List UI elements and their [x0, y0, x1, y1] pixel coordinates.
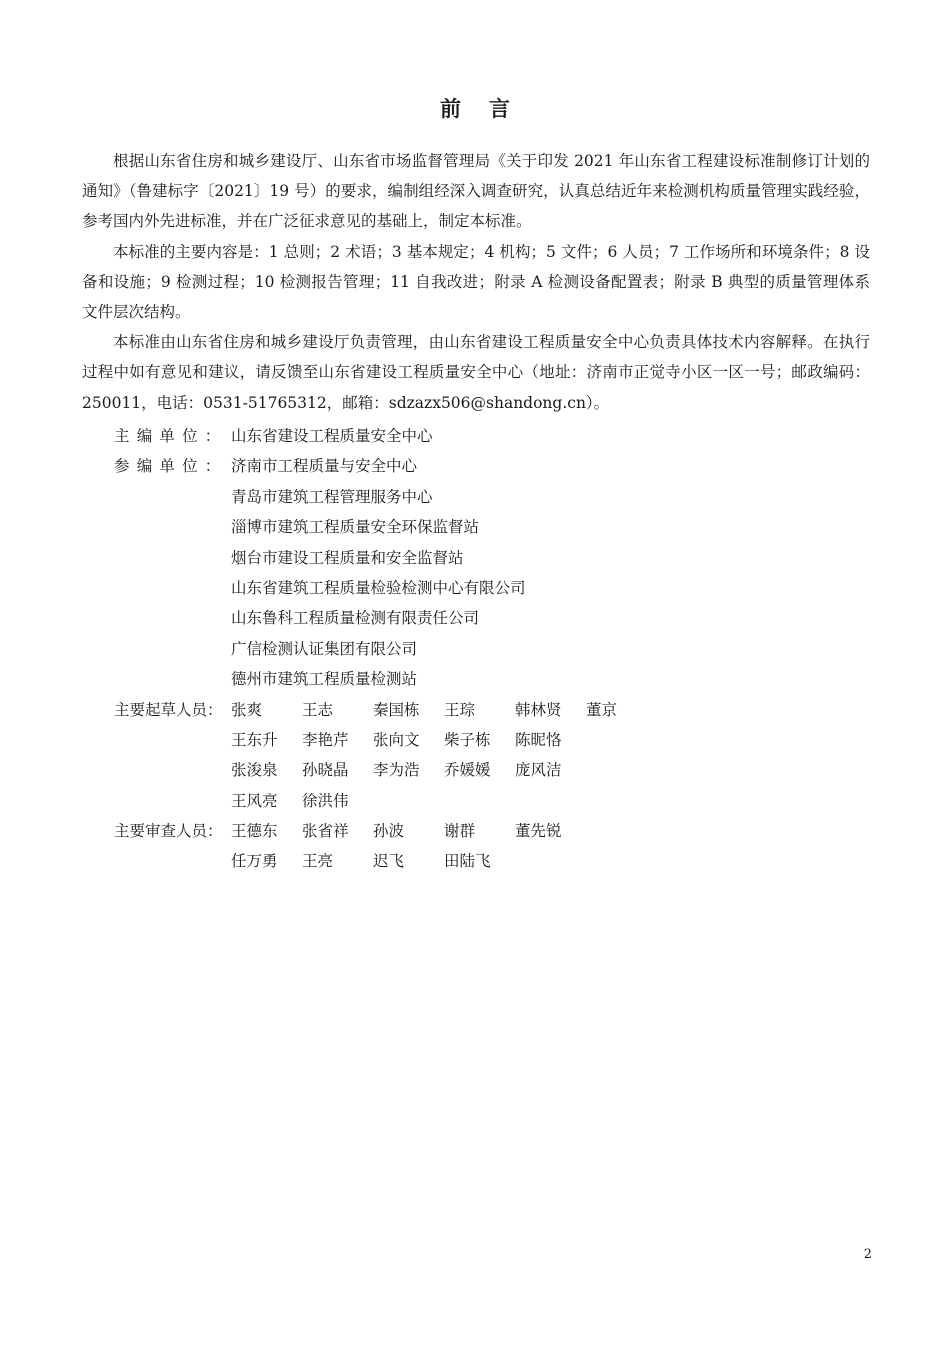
- participating-org: 山东省建筑工程质量检验检测中心有限公司: [231, 578, 526, 597]
- participating-row: [114, 512, 657, 542]
- drafter-name: 秦国栋: [373, 700, 420, 719]
- paragraph-background: 根据山东省住房和城乡建设厅、山东省市场监督管理局《关于印发 2021 年山东省工程建设标准制修订计划的通知》（鲁建标字〔2021〕19 号）的要求，编制组经深入调查研究，认真总结近年来检测机构质量管理实践经验，参考国内外先进标准，并在广泛征求意见的基础上，制定本标准。: [82, 152, 870, 231]
- drafter-name: 张向文: [373, 730, 420, 749]
- participating-org: 烟台市建设工程质量和安全监督站: [231, 548, 464, 567]
- reviewer-name: 王亮: [302, 852, 334, 871]
- participating-label: 参编单位：: [114, 457, 228, 476]
- drafter-name: 徐洪伟: [302, 791, 349, 810]
- reviewer-name: 任万勇: [231, 852, 278, 871]
- drafters-names: [231, 786, 373, 816]
- reviewer-name: 谢群: [444, 822, 476, 841]
- drafter-name: 王东升: [231, 730, 278, 749]
- drafter-name: 李艳芹: [302, 730, 349, 749]
- drafters-row: [114, 786, 657, 816]
- contributors-list: [114, 421, 657, 877]
- reviewer-name: 张省祥: [302, 822, 349, 841]
- drafters-names: [231, 755, 586, 785]
- drafter-name: 王琮: [444, 700, 476, 719]
- drafters-label: 主要起草人员：: [114, 700, 223, 719]
- reviewer-name: 董先锐: [515, 822, 562, 841]
- chief-editor-row: [114, 421, 657, 451]
- chief-editor-label: 主编单位：: [114, 427, 228, 445]
- reviewer-name: 王德东: [231, 822, 278, 841]
- drafter-name: 柴子栋: [444, 730, 491, 749]
- foreword-body: [82, 146, 870, 418]
- drafter-name: 董京: [586, 700, 618, 719]
- participating-row: [114, 634, 657, 664]
- drafter-name: 庞风洁: [515, 761, 562, 780]
- drafter-name: 孙晓晶: [302, 761, 349, 780]
- chief-editor-org: 山东省建设工程质量安全中心: [231, 427, 433, 445]
- participating-org: 山东鲁科工程质量检测有限责任公司: [231, 609, 480, 628]
- participating-org: 广信检测认证集团有限公司: [231, 639, 418, 658]
- reviewers-row: [114, 816, 657, 846]
- reviewer-name: 孙波: [373, 822, 405, 841]
- reviewers-names: [231, 846, 515, 876]
- paragraph-contents: 本标准的主要内容是：1 总则；2 术语；3 基本规定；4 机构；5 文件；6 人员；7 工作场所和环境条件；8 设备和设施；9 检测过程；10 检测报告管理；11 自我改进；附录 A 检测设备配置表；附录 B 典型的质量管理体系文件层次结构。: [82, 242, 870, 322]
- drafter-name: 王志: [302, 700, 334, 719]
- drafters-row: [114, 755, 657, 785]
- paragraph-management: 本标准由山东省住房和城乡建设厅负责管理，由山东省建设工程质量安全中心负责具体技术内容解释。在执行过程中如有意见和建议，请反馈至山东省建设工程质量安全中心（地址：济南市正觉寺小区一区一号；邮政编码：250011，电话：0531-51765312，邮箱：sdzazx506@shandong.cn）。: [82, 333, 870, 412]
- drafters-row: [114, 695, 657, 725]
- drafter-name: 韩林贤: [515, 700, 562, 719]
- page-title: 前言: [440, 96, 538, 121]
- reviewers-row: [114, 846, 657, 876]
- reviewers-label: 主要审查人员：: [114, 822, 223, 841]
- participating-org: 德州市建筑工程质量检测站: [231, 670, 418, 689]
- reviewer-name: 迟飞: [373, 852, 405, 871]
- reviewer-name: 田陆飞: [444, 852, 491, 871]
- drafters-names: [231, 725, 586, 755]
- drafter-name: 张浚泉: [231, 761, 278, 780]
- reviewers-names: [231, 816, 586, 846]
- drafters-row: [114, 725, 657, 755]
- drafter-name: 李为浩: [373, 761, 420, 780]
- participating-row: [114, 543, 657, 573]
- drafter-name: 陈昵恪: [515, 730, 562, 749]
- drafters-names: [231, 695, 657, 725]
- page-number: 2: [863, 1247, 872, 1262]
- participating-row: [114, 664, 657, 694]
- participating-org: 济南市工程质量与安全中心: [231, 457, 418, 476]
- drafter-name: 王风亮: [231, 791, 278, 810]
- participating-row: [114, 573, 657, 603]
- participating-org: 青岛市建筑工程管理服务中心: [231, 487, 433, 506]
- participating-row: [114, 603, 657, 633]
- participating-row: [114, 482, 657, 512]
- drafter-name: 乔媛媛: [444, 761, 491, 780]
- participating-org: 淄博市建筑工程质量安全环保监督站: [231, 518, 480, 537]
- participating-row: [114, 451, 657, 481]
- drafter-name: 张爽: [231, 700, 263, 719]
